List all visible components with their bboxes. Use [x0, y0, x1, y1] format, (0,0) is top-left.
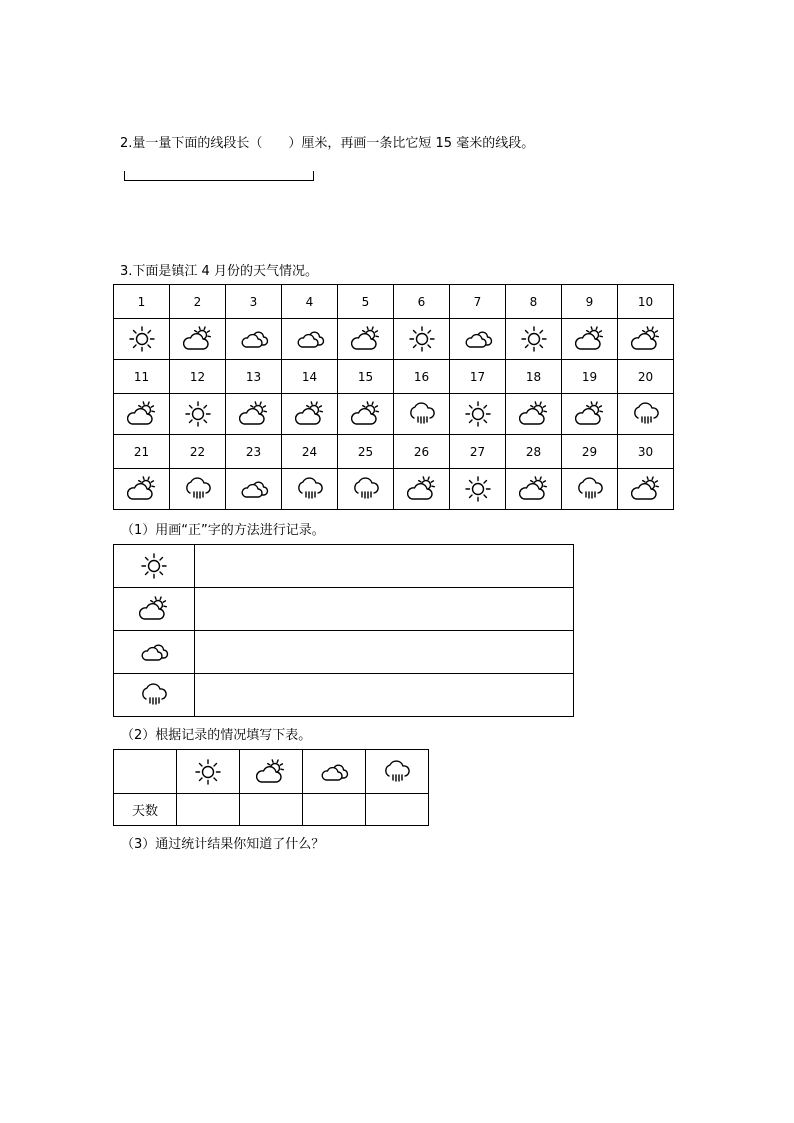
day-number-cell: 23	[226, 435, 282, 469]
tally-answer-cell[interactable]	[195, 674, 574, 717]
day-number-cell: 29	[562, 435, 618, 469]
stats-header-cell	[240, 750, 303, 794]
day-number-cell: 20	[618, 360, 674, 394]
weather-icon-cell	[450, 394, 506, 435]
weather-icon-cell	[506, 469, 562, 510]
day-number-cell: 5	[338, 285, 394, 319]
partly-cloudy-icon	[631, 474, 661, 504]
weather-icon-cell	[618, 394, 674, 435]
partly-cloudy-icon	[575, 399, 605, 429]
weather-icon-cell	[114, 469, 170, 510]
day-number-cell: 28	[506, 435, 562, 469]
day-number-row	[114, 285, 674, 319]
weather-icon-cell	[506, 394, 562, 435]
day-number-cell: 3	[226, 285, 282, 319]
weather-icon-cell	[338, 319, 394, 360]
day-number-cell: 26	[394, 435, 450, 469]
partly-cloudy-icon	[183, 324, 213, 354]
tally-icon-cell	[114, 588, 195, 631]
line-segment	[124, 171, 314, 181]
weather-icon-row	[114, 469, 674, 510]
sun-icon	[139, 551, 169, 581]
day-number-cell: 1	[114, 285, 170, 319]
day-number-cell: 15	[338, 360, 394, 394]
weather-icon-cell	[170, 469, 226, 510]
weather-icon-cell	[394, 394, 450, 435]
tally-answer-cell[interactable]	[195, 631, 574, 674]
weather-icon-cell	[338, 394, 394, 435]
partly-cloudy-icon	[127, 474, 157, 504]
weather-icon-cell	[618, 319, 674, 360]
tally-row	[114, 674, 574, 717]
day-number-cell: 17	[450, 360, 506, 394]
stats-days-row	[114, 794, 429, 826]
weather-icon-cell	[170, 319, 226, 360]
rain-icon	[575, 474, 605, 504]
weather-icon-cell	[114, 394, 170, 435]
rain-icon	[631, 399, 661, 429]
tally-row	[114, 588, 574, 631]
cloud-icon	[295, 324, 325, 354]
sun-icon	[519, 324, 549, 354]
weather-icon-cell	[618, 469, 674, 510]
sub-question-2: （2）根据记录的情况填写下表。	[121, 728, 312, 743]
stats-answer-cell[interactable]	[303, 794, 366, 826]
weather-icon-cell	[114, 319, 170, 360]
tally-icon-cell	[114, 631, 195, 674]
rain-icon	[183, 474, 213, 504]
day-number-cell: 19	[562, 360, 618, 394]
weather-icon-cell	[338, 469, 394, 510]
weather-icon-cell	[282, 469, 338, 510]
sun-icon	[127, 324, 157, 354]
day-number-cell: 4	[282, 285, 338, 319]
day-number-cell: 9	[562, 285, 618, 319]
day-number-cell: 10	[618, 285, 674, 319]
weather-icon-row	[114, 319, 674, 360]
day-number-cell: 16	[394, 360, 450, 394]
partly-cloudy-icon	[407, 474, 437, 504]
day-number-cell: 30	[618, 435, 674, 469]
tally-row	[114, 631, 574, 674]
day-number-cell: 14	[282, 360, 338, 394]
question-2-text: 2.量一量下面的线段长（ ）厘米，再画一条比它短 15 毫米的线段。	[120, 136, 535, 151]
question-3-text: 3.下面是镇江 4 月份的天气情况。	[120, 264, 318, 279]
day-number-cell: 7	[450, 285, 506, 319]
partly-cloudy-icon	[575, 324, 605, 354]
partly-cloudy-icon	[351, 399, 381, 429]
partly-cloudy-icon	[256, 757, 286, 787]
partly-cloudy-icon	[519, 399, 549, 429]
day-number-cell: 13	[226, 360, 282, 394]
sub-question-1: （1）用画“正”字的方法进行记录。	[121, 523, 325, 538]
tally-icon-cell	[114, 545, 195, 588]
weather-icon-cell	[226, 394, 282, 435]
rain-icon	[351, 474, 381, 504]
day-number-cell: 11	[114, 360, 170, 394]
tally-answer-cell[interactable]	[195, 545, 574, 588]
stats-header-cell	[177, 750, 240, 794]
stats-answer-cell[interactable]	[366, 794, 429, 826]
partly-cloudy-icon	[631, 324, 661, 354]
day-number-cell: 6	[394, 285, 450, 319]
tally-row	[114, 545, 574, 588]
day-number-cell: 12	[170, 360, 226, 394]
cloud-icon	[139, 637, 169, 667]
partly-cloudy-icon	[127, 399, 157, 429]
stats-answer-cell[interactable]	[177, 794, 240, 826]
stats-header-cell	[303, 750, 366, 794]
day-number-cell: 22	[170, 435, 226, 469]
stats-header-row	[114, 750, 429, 794]
sun-icon	[463, 474, 493, 504]
weather-table	[113, 284, 674, 510]
weather-icon-cell	[562, 319, 618, 360]
day-number-cell: 2	[170, 285, 226, 319]
partly-cloudy-icon	[239, 399, 269, 429]
rain-icon	[382, 757, 412, 787]
tally-icon-cell	[114, 674, 195, 717]
statistics-table	[113, 749, 429, 826]
sun-icon	[407, 324, 437, 354]
weather-icon-cell	[170, 394, 226, 435]
day-number-cell: 18	[506, 360, 562, 394]
weather-icon-cell	[226, 319, 282, 360]
stats-row-label: 天数	[114, 794, 177, 826]
cloud-icon	[239, 474, 269, 504]
partly-cloudy-icon	[519, 474, 549, 504]
day-number-cell: 27	[450, 435, 506, 469]
cloud-icon	[319, 757, 349, 787]
tally-answer-cell[interactable]	[195, 588, 574, 631]
stats-answer-cell[interactable]	[240, 794, 303, 826]
weather-icon-cell	[282, 394, 338, 435]
day-number-cell: 25	[338, 435, 394, 469]
cloud-icon	[239, 324, 269, 354]
weather-icon-cell	[282, 319, 338, 360]
weather-icon-cell	[450, 319, 506, 360]
partly-cloudy-icon	[295, 399, 325, 429]
weather-icon-row	[114, 394, 674, 435]
weather-icon-cell	[394, 319, 450, 360]
day-number-cell: 21	[114, 435, 170, 469]
weather-icon-cell	[562, 469, 618, 510]
weather-icon-cell	[394, 469, 450, 510]
rain-icon	[295, 474, 325, 504]
sun-icon	[463, 399, 493, 429]
day-number-cell: 8	[506, 285, 562, 319]
day-number-row	[114, 435, 674, 469]
day-number-cell: 24	[282, 435, 338, 469]
weather-icon-cell	[562, 394, 618, 435]
stats-corner-cell	[114, 750, 177, 794]
day-number-row	[114, 360, 674, 394]
stats-header-cell	[366, 750, 429, 794]
weather-icon-cell	[450, 469, 506, 510]
partly-cloudy-icon	[139, 594, 169, 624]
cloud-icon	[463, 324, 493, 354]
tally-record-table	[113, 544, 574, 717]
sun-icon	[183, 399, 213, 429]
weather-icon-cell	[506, 319, 562, 360]
weather-icon-cell	[226, 469, 282, 510]
sun-icon	[193, 757, 223, 787]
sub-question-3: （3）通过统计结果你知道了什么？	[121, 837, 325, 852]
rain-icon	[139, 680, 169, 710]
rain-icon	[407, 399, 437, 429]
partly-cloudy-icon	[351, 324, 381, 354]
